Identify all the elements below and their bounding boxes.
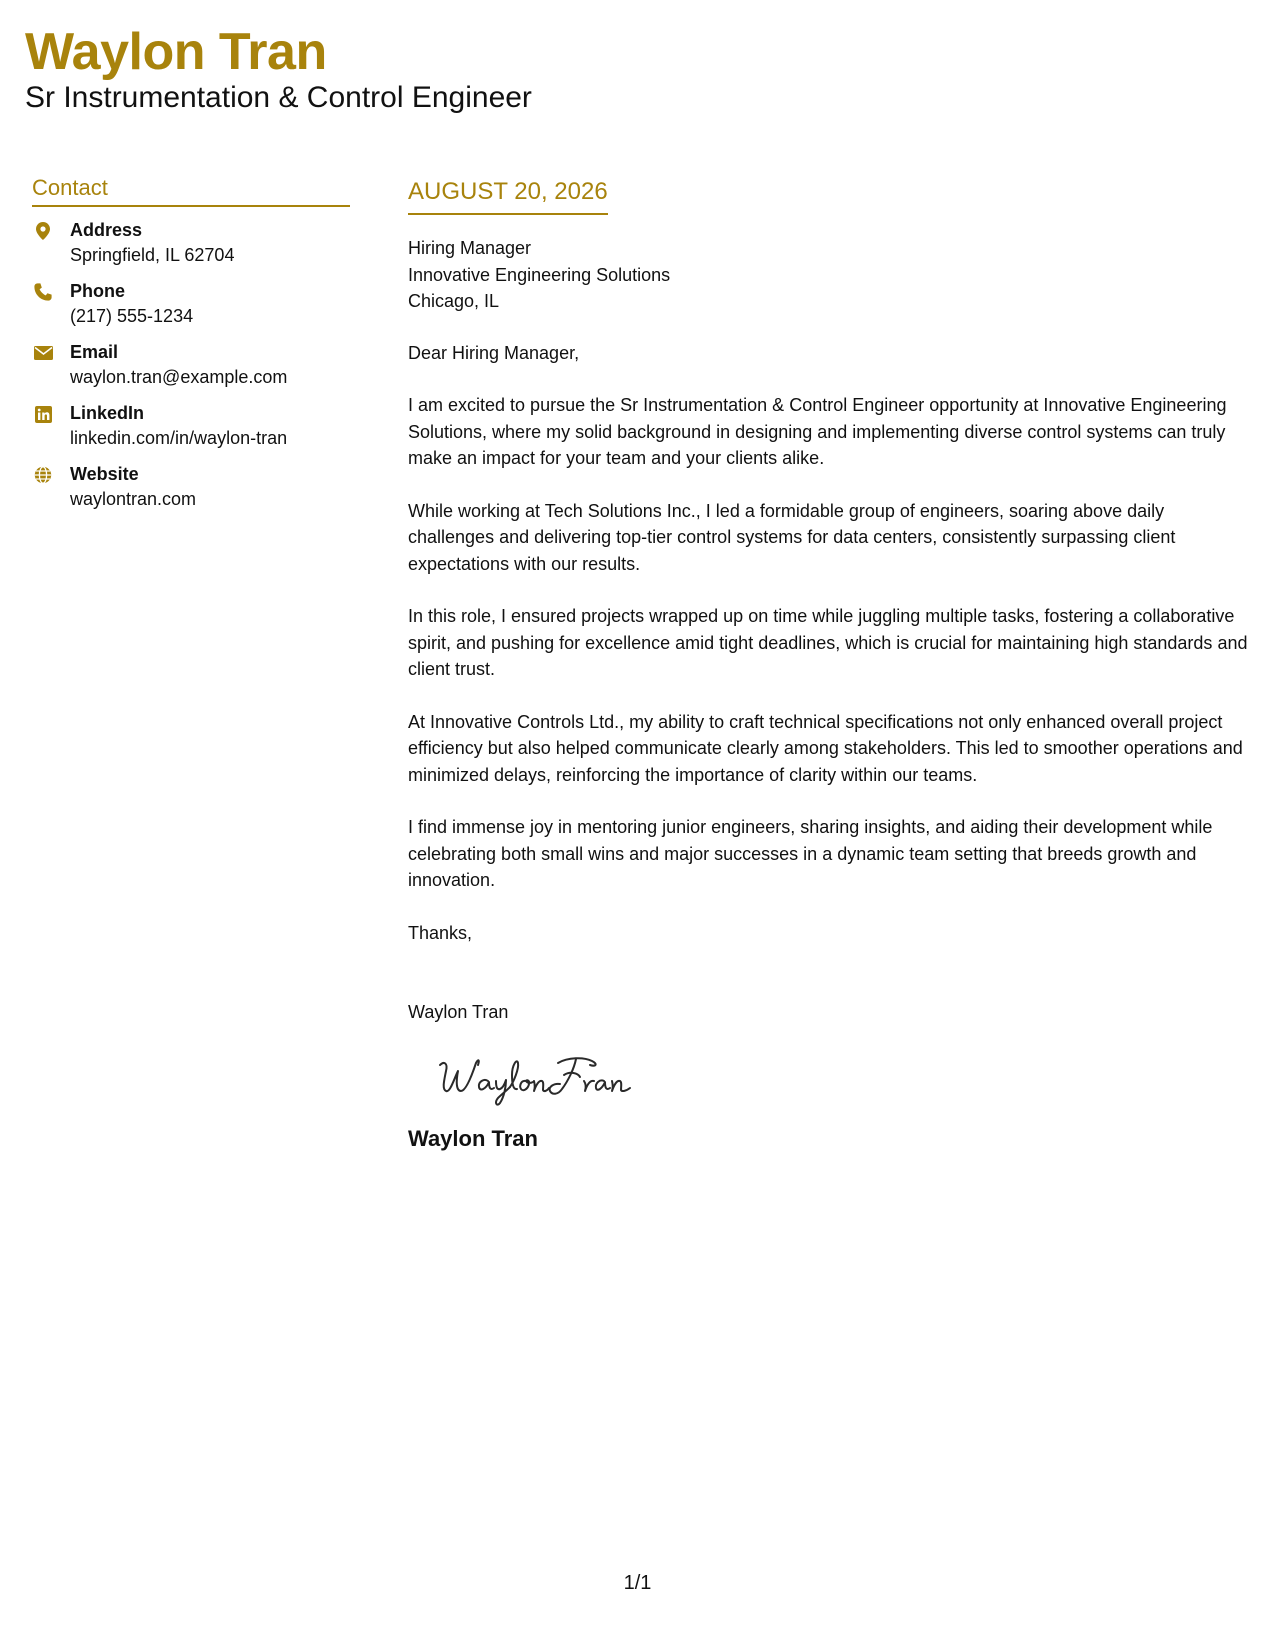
letter-paragraph: I find immense joy in mentoring junior engineers, sharing insights, and aiding their development while celebrating both small wins and major successes in a dynamic team setting that breeds growth and innovation. (408, 817, 1213, 890)
contact-label: Website (70, 464, 139, 484)
linkedin-value[interactable]: linkedin.com/in/waylon-tran (70, 428, 288, 448)
letter-paragraph: In this role, I ensured projects wrapped up on time while juggling multiple tasks, fostering a collaborative spirit, and pushing for excellence amid tight deadlines, which is crucial for maintaining high standards and client trust. (408, 606, 1248, 679)
contact-item-address (32, 218, 350, 268)
job-title: Sr Instrumentation & Control Engineer (25, 81, 532, 114)
phone-value: (217) 555-1234 (70, 306, 194, 326)
contact-sidebar (32, 174, 350, 523)
map-pin-icon (32, 220, 54, 242)
phone-icon (32, 281, 54, 303)
address-value: Springfield, IL 62704 (70, 245, 235, 265)
contact-label: Address (70, 220, 143, 240)
letter-date: AUGUST 20, 2026 (408, 177, 608, 215)
salutation: Dear Hiring Manager, (408, 342, 580, 363)
contact-item-email (32, 340, 350, 390)
email-value[interactable]: waylon.tran@example.com (70, 367, 288, 387)
handwritten-signature (434, 1051, 649, 1106)
signer-name-bold: Waylon Tran (408, 1125, 538, 1151)
signer-name: Waylon Tran (408, 1002, 509, 1022)
recipient-block (408, 235, 1248, 315)
recipient-line: Innovative Engineering Solutions (408, 264, 671, 285)
recipient-line: Hiring Manager (408, 238, 532, 258)
contact-item-phone (32, 279, 350, 329)
website-value[interactable]: waylontran.com (70, 489, 197, 509)
linkedin-icon (32, 403, 54, 425)
letter-body (408, 177, 1248, 1153)
contact-label: Phone (70, 281, 126, 301)
contact-label: Email (70, 342, 119, 362)
page-number: 1/1 (623, 1572, 652, 1594)
recipient-line: Chicago, IL (408, 291, 500, 311)
envelope-icon (32, 342, 54, 364)
letter-paragraph: I am excited to pursue the Sr Instrumentation & Control Engineer opportunity at Innovative Engineering Solutions, where my solid background in designing and implementing diverse control systems can truly make an impact for your team and your clients alike. (408, 395, 1227, 468)
letter-paragraph: At Innovative Controls Ltd., my ability to craft technical specifications not only enhanced overall project efficiency but also helped communicate clearly among stakeholders. This led to smoother operations and minimized delays, reinforcing the importance of clarity within our teams. (408, 711, 1243, 785)
letter-paragraph: While working at Tech Solutions Inc., I led a formidable group of engineers, soaring above daily challenges and delivering top-tier control systems for data centers, consistently surpassing client expectations with our results. (408, 500, 1176, 574)
globe-icon (32, 464, 54, 486)
applicant-name: Waylon Tran (25, 23, 327, 81)
closing: Thanks, (408, 922, 473, 943)
contact-item-website (32, 462, 350, 512)
contact-heading: Contact (32, 174, 350, 207)
contact-item-linkedin (32, 401, 350, 451)
contact-label: LinkedIn (70, 403, 145, 423)
